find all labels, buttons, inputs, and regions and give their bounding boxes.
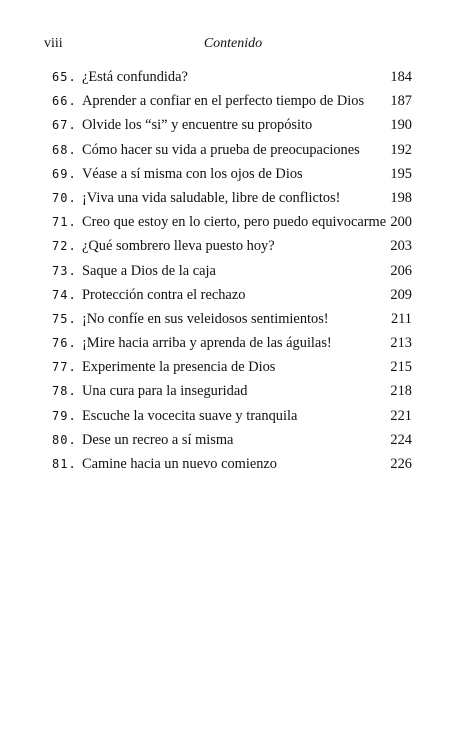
toc-entry <box>52 117 412 141</box>
toc-entry <box>52 142 412 166</box>
toc-entry-page: 215 <box>390 359 412 376</box>
toc-entry-page: 195 <box>390 165 412 182</box>
toc-entry-page: 198 <box>390 189 412 206</box>
table-of-contents <box>52 69 412 480</box>
toc-entry <box>52 359 412 383</box>
toc-entry-title: Camine hacia un nuevo comienzo <box>82 456 278 472</box>
toc-entry-title: ¿Está confundida? <box>82 69 188 85</box>
toc-entry-page: 209 <box>390 286 412 303</box>
toc-entry-number: 72. <box>52 239 77 254</box>
toc-entry-page: 221 <box>390 407 412 424</box>
toc-entry-page: 226 <box>390 456 412 472</box>
toc-entry-title: Aprender a confiar en el perfecto tiempo de Dios <box>82 93 365 110</box>
toc-entry-page: 211 <box>390 310 412 327</box>
toc-entry-title: Véase a sí misma con los ojos de Dios <box>82 165 303 182</box>
toc-entry-number: 73. <box>52 263 77 278</box>
toc-entry <box>52 456 412 480</box>
toc-entry-page: 190 <box>390 117 412 134</box>
toc-entry-title: ¿Qué sombrero lleva puesto hoy? <box>82 238 275 255</box>
toc-entry-number: 75. <box>52 311 77 326</box>
toc-entry-title: ¡No confíe en sus veleidosos sentimientos! <box>82 310 329 327</box>
toc-entry <box>52 311 412 335</box>
toc-entry-page: 206 <box>390 262 412 279</box>
page-number: viii <box>44 36 63 51</box>
toc-entry-number: 66. <box>52 94 77 109</box>
toc-entry-number: 76. <box>52 336 77 351</box>
toc-entry <box>52 335 412 359</box>
toc-entry-page: 218 <box>390 383 412 400</box>
toc-entry-number: 69. <box>52 166 77 181</box>
toc-entry <box>52 69 412 93</box>
toc-entry <box>52 383 412 407</box>
toc-entry-title: ¡Viva una vida saludable, libre de conflictos! <box>82 189 341 206</box>
toc-entry <box>52 287 412 311</box>
toc-entry-page: 200 <box>390 214 412 231</box>
toc-entry-number: 74. <box>52 287 77 302</box>
toc-entry-number: 67. <box>52 118 77 133</box>
toc-entry-number: 79. <box>52 408 77 423</box>
toc-entry-number: 65. <box>52 70 77 84</box>
toc-entry-number: 68. <box>52 142 77 157</box>
toc-entry-title: Escuche la vocecita suave y tranquila <box>82 407 298 424</box>
toc-entry-title: Dese un recreo a sí misma <box>82 431 234 448</box>
toc-entry <box>52 408 412 432</box>
toc-entry-page: 224 <box>390 431 412 448</box>
toc-entry-page: 203 <box>390 238 412 255</box>
toc-entry-title: Olvide los “si” y encuentre su propósito <box>82 117 313 134</box>
toc-entry-number: 78. <box>52 384 77 399</box>
toc-entry <box>52 432 412 456</box>
toc-entry-page: 192 <box>390 141 412 158</box>
toc-entry <box>52 166 412 190</box>
toc-entry-number: 77. <box>52 360 77 375</box>
toc-entry-page: 213 <box>390 335 412 352</box>
toc-entry-title: Saque a Dios de la caja <box>82 262 216 279</box>
toc-entry-title: Creo que estoy en lo cierto, pero puedo equivocarme <box>82 214 386 231</box>
toc-entry-number: 81. <box>52 457 77 471</box>
toc-entry-page: 184 <box>390 69 412 85</box>
toc-entry-title: Cómo hacer su vida a prueba de preocupaciones <box>82 141 360 158</box>
toc-entry <box>52 93 412 117</box>
toc-entry <box>52 263 412 287</box>
toc-entry-title: ¡Mire hacia arriba y aprenda de las águilas! <box>82 335 332 352</box>
toc-entry-title: Una cura para la inseguridad <box>82 383 248 400</box>
toc-entry-number: 70. <box>52 190 77 205</box>
toc-entry-number: 71. <box>52 215 77 230</box>
toc-entry-page: 187 <box>390 93 412 110</box>
toc-entry <box>52 214 412 238</box>
toc-entry-title: Experimente la presencia de Dios <box>82 359 276 376</box>
toc-entry <box>52 238 412 262</box>
toc-entry <box>52 190 412 214</box>
toc-entry-title: Protección contra el rechazo <box>82 286 246 303</box>
running-head-title: Contenido <box>203 36 263 51</box>
toc-entry-number: 80. <box>52 432 77 447</box>
